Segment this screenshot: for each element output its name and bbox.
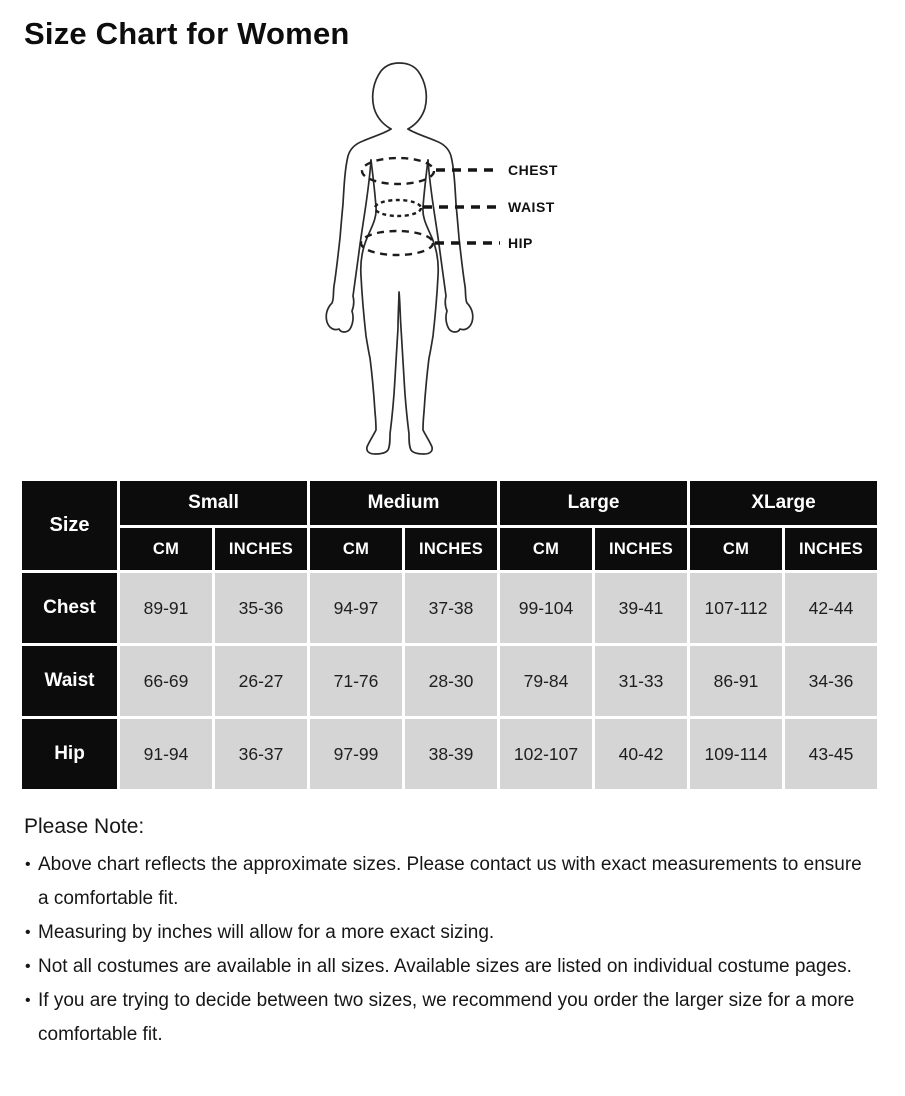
group-header-small: Small [120, 481, 307, 525]
body-measurement-diagram [0, 56, 905, 468]
row-label-waist: Waist [22, 646, 117, 716]
measurement-cell: 107-112 [690, 573, 782, 643]
measurement-cell: 91-94 [120, 719, 212, 789]
measurement-cell: 94-97 [310, 573, 402, 643]
notes-heading: Please Note: [24, 815, 145, 838]
note-text: Measuring by inches will allow for a more exact sizing. [38, 922, 495, 943]
note-item [0, 984, 895, 1052]
table-row-chest [22, 573, 877, 643]
note-item [0, 848, 895, 916]
note-text: Above chart reflects the approximate sizes. Please contact us with exact measurements to ensure a comfortable fit. [38, 854, 862, 909]
measurement-cell: 43-45 [785, 719, 877, 789]
head-outline [373, 63, 427, 129]
chest-label: CHEST [508, 162, 558, 178]
measurement-cell: 66-69 [120, 646, 212, 716]
note-text: If you are trying to decide between two sizes, we recommend you order the larger size for a more comfortable fit. [38, 990, 855, 1045]
bullet-icon: • [25, 856, 31, 873]
row-label-hip: Hip [22, 719, 117, 789]
table-row [22, 528, 877, 570]
group-header-large: Large [500, 481, 687, 525]
unit-header-cm: CM [690, 528, 782, 570]
unit-header-inches: INCHES [595, 528, 687, 570]
unit-header-inches: INCHES [785, 528, 877, 570]
measurement-cell: 37-38 [405, 573, 497, 643]
size-chart-table [19, 478, 880, 792]
group-header-xlarge: XLarge [690, 481, 877, 525]
measurement-cell: 31-33 [595, 646, 687, 716]
measurement-cell: 35-36 [215, 573, 307, 643]
hip-label: HIP [508, 235, 533, 251]
note-text: Not all costumes are available in all sizes. Available sizes are listed on individual costume pages. [38, 956, 852, 977]
bullet-icon: • [25, 924, 31, 941]
waist-label: WAIST [508, 199, 555, 215]
measurement-cell: 40-42 [595, 719, 687, 789]
measurement-cell: 39-41 [595, 573, 687, 643]
bullet-icon: • [25, 992, 31, 1009]
unit-header-inches: INCHES [215, 528, 307, 570]
measurement-cell: 26-27 [215, 646, 307, 716]
unit-header-cm: CM [310, 528, 402, 570]
measurement-cell: 109-114 [690, 719, 782, 789]
measurement-cell: 89-91 [120, 573, 212, 643]
unit-header-inches: INCHES [405, 528, 497, 570]
measurement-cell: 28-30 [405, 646, 497, 716]
measurement-cell: 34-36 [785, 646, 877, 716]
measurement-cell: 97-99 [310, 719, 402, 789]
unit-header-cm: CM [120, 528, 212, 570]
measurement-cell: 102-107 [500, 719, 592, 789]
row-label-chest: Chest [22, 573, 117, 643]
table-row [22, 481, 877, 525]
page-title: Size Chart for Women [24, 16, 350, 51]
group-header-medium: Medium [310, 481, 497, 525]
notes-section [0, 810, 895, 1052]
unit-header-cm: CM [500, 528, 592, 570]
size-corner-header: Size [22, 481, 117, 570]
body-outline [361, 160, 439, 454]
hip-measure-ellipse [361, 231, 433, 255]
note-item [0, 916, 895, 950]
bullet-icon: • [25, 958, 31, 975]
measurement-cell: 86-91 [690, 646, 782, 716]
measurement-cell: 79-84 [500, 646, 592, 716]
table-row-waist [22, 646, 877, 716]
waist-measure-ellipse [375, 200, 421, 216]
body-measurement-figure [0, 56, 905, 468]
measurement-cell: 42-44 [785, 573, 877, 643]
measurement-cell: 71-76 [310, 646, 402, 716]
note-item [0, 950, 895, 984]
table-row-hip [22, 719, 877, 789]
measurement-cell: 36-37 [215, 719, 307, 789]
measurement-cell: 38-39 [405, 719, 497, 789]
measurement-cell: 99-104 [500, 573, 592, 643]
